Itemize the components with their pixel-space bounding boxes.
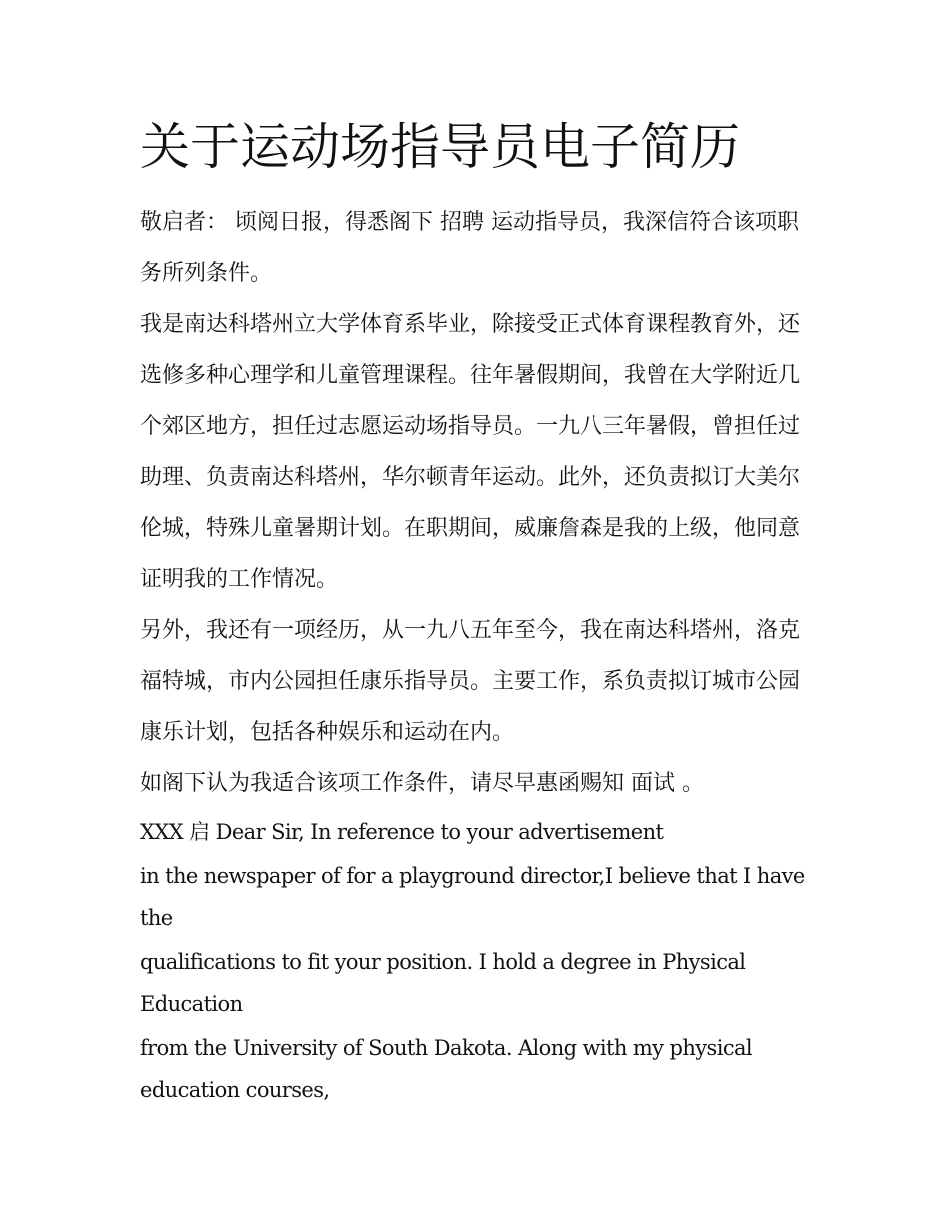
- chinese-paragraph-experience: 另外，我还有一项经历，从一九八五年至今，我在南达科塔州，洛克福特城，市内公园担任康乐指导员。主要工作，系负责拟订城市公园康乐计划，包括各种娱乐和运动在内。: [140, 618, 801, 745]
- english-line: from the University of South Dakota. Along with my physical education courses,: [140, 1036, 753, 1102]
- chinese-body: [140, 197, 815, 809]
- english-line: XXX 启 Dear Sir, In reference to your advertisement: [140, 820, 664, 844]
- chinese-paragraph-greeting: 敬启者： 顷阅日报，得悉阁下 招聘 运动指导员，我深信符合该项职务所列条件。: [140, 210, 799, 286]
- english-line: in the newspaper of for a playground director,I believe that I have the: [140, 864, 805, 930]
- chinese-paragraph-closing: 如阁下认为我适合该项工作条件，请尽早惠函赐知 面试 。: [140, 771, 704, 796]
- english-line: qualifications to fit your position. I hold a degree in Physical Education: [140, 950, 746, 1016]
- english-body: [140, 811, 815, 1113]
- document-title: 关于运动场指导员电子简历: [140, 118, 740, 176]
- chinese-paragraph-education: 我是南达科塔州立大学体育系毕业，除接受正式体育课程教育外，还选修多种心理学和儿童管理课程。往年暑假期间，我曾在大学附近几个郊区地方，担任过志愿运动场指导员。一九八三年暑假，曾担任过助理、负责南达科塔州，华尔顿青年运动。此外，还负责拟订大美尔伦城，特殊儿童暑期计划。在职期间，威廉詹森是我的上级，他同意证明我的工作情况。: [140, 312, 801, 592]
